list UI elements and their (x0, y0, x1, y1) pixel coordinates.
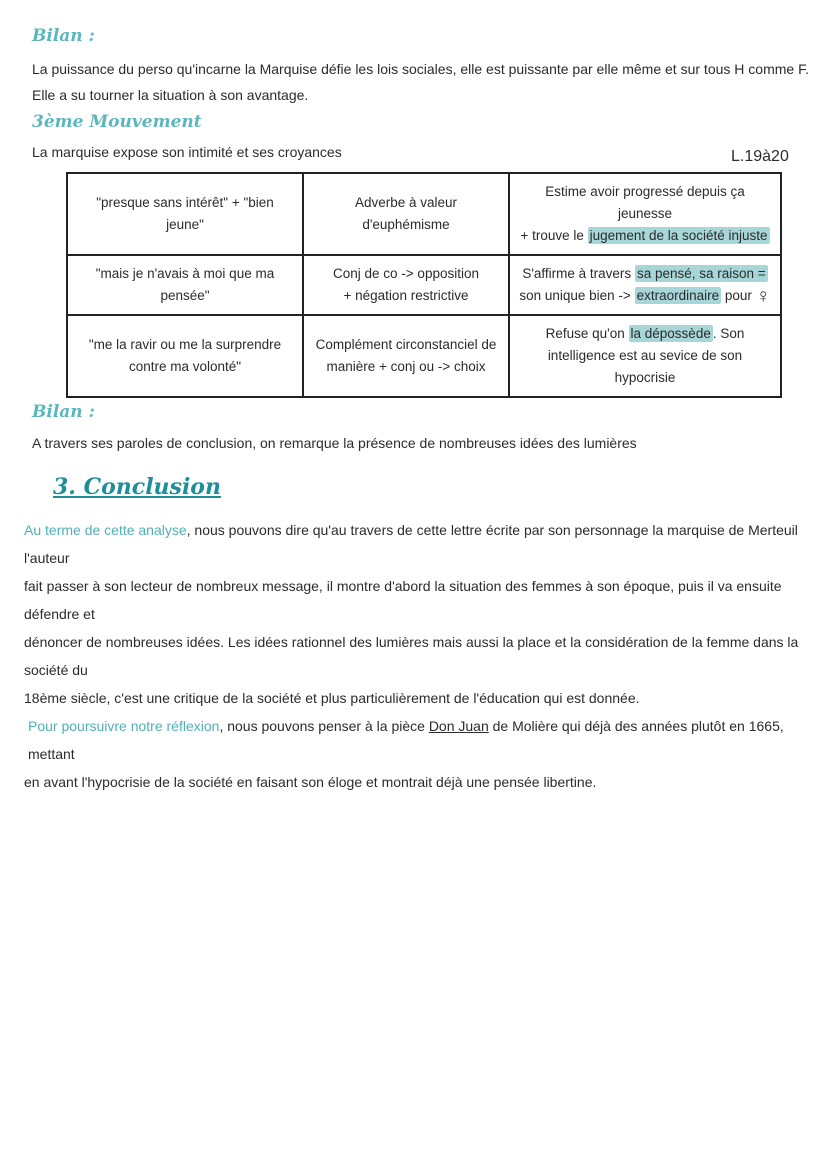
cell-text: Conj de co -> opposition (333, 265, 479, 281)
paragraph-text: 18ème siècle, c'est une critique de la société et plus particulièrement de l'éducation qui est donnée. (24, 690, 640, 706)
cell-text: "presque sans intérêt" + "bien jeune" (96, 195, 274, 233)
cell-text: Estime avoir progressé depuis ça jeunesse (545, 184, 745, 222)
paragraph-text: en avant l'hypocrisie de la société en faisant son éloge et montrait déjà une pensée libertine. (24, 774, 597, 790)
cell-text: pour (724, 287, 752, 303)
cell-text: "mais je n'avais à moi que ma (95, 265, 275, 281)
table-cell-quote (67, 255, 303, 314)
highlighted-text: la dépossède (630, 325, 711, 341)
paragraph-text: dénoncer de nombreuses idées. Les idées rationnel des lumières mais aussi la place et la considération de la femme dans la société du (24, 634, 799, 678)
bilan-line: Elle a su tourner la situation à son avantage. (32, 87, 309, 103)
bilan-heading: Bilan : (32, 402, 95, 422)
line-reference: L.19à20 (731, 148, 789, 165)
cell-text: S'affirme à travers (522, 265, 632, 281)
table-cell-interpretation (509, 255, 781, 314)
cell-text: Refuse qu'on (545, 325, 625, 341)
cell-text: intelligence est au sevice de son hypocrisie (547, 347, 743, 385)
table-cell-technique (303, 315, 509, 397)
cell-text: + négation restrictive (343, 287, 469, 303)
bilan-line: La puissance du perso qu'incarne la Marquise défie les lois sociales, elle est puissante par elle même et sur tous H comme F. (32, 61, 809, 77)
conclusion-title: 3. Conclusion (53, 474, 221, 500)
paragraph-text: fait passer à son lecteur de nombreux message, il montre d'abord la situation des femmes à son époque, puis il va ensuite défendre et (24, 578, 782, 622)
cell-text: son unique bien -> (519, 287, 631, 303)
table-cell-interpretation (509, 173, 781, 255)
paragraph-text: , nous pouvons penser à la pièce (219, 718, 425, 734)
cell-text: contre ma volonté" (128, 358, 242, 374)
bilan-line: A travers ses paroles de conclusion, on remarque la présence de nombreuses idées des lumières (32, 435, 637, 451)
table-cell-quote (67, 315, 303, 397)
table-cell-technique (303, 255, 509, 314)
cell-text: Complément circonstanciel de (315, 336, 497, 352)
transition-phrase: Au terme de cette analyse (24, 522, 187, 538)
paragraph-text: , nous pouvons dire qu'au travers de cette lettre écrite par son personnage la marquise de Merteuil l'auteur (24, 522, 798, 566)
table-cell-quote (67, 173, 303, 255)
conclusion-paragraph (24, 516, 804, 796)
work-title: Don Juan (428, 718, 489, 734)
highlighted-text: sa pensé, sa raison = (636, 265, 766, 281)
analysis-table (66, 172, 782, 398)
cell-text: + trouve le (520, 228, 584, 244)
bilan-heading: Bilan : (32, 26, 95, 46)
transition-phrase: Pour poursuivre notre réflexion (28, 718, 220, 734)
cell-text: "me la ravir ou me la surprendre (88, 336, 282, 352)
cell-text: manière + conj ou -> choix (326, 358, 486, 374)
cell-text: pensée" (160, 287, 210, 303)
table-row (67, 173, 781, 255)
highlighted-text: extraordinaire (636, 287, 720, 303)
table-cell-technique (303, 173, 509, 255)
cell-text: Adverbe à valeur d'euphémisme (354, 195, 458, 233)
table-row (67, 255, 781, 314)
table-row (67, 315, 781, 397)
mouvement-heading: 3ème Mouvement (32, 112, 202, 132)
venus-symbol-icon: ♀ (755, 285, 771, 308)
mouvement-intro: La marquise expose son intimité et ses croyances (32, 144, 342, 160)
highlighted-text: jugement de la société injuste (589, 228, 768, 244)
cell-text: . Son (712, 325, 745, 341)
table-cell-interpretation (509, 315, 781, 397)
paragraph-text: de Molière qui déjà des années plutôt en 1665, mettant (28, 718, 784, 762)
